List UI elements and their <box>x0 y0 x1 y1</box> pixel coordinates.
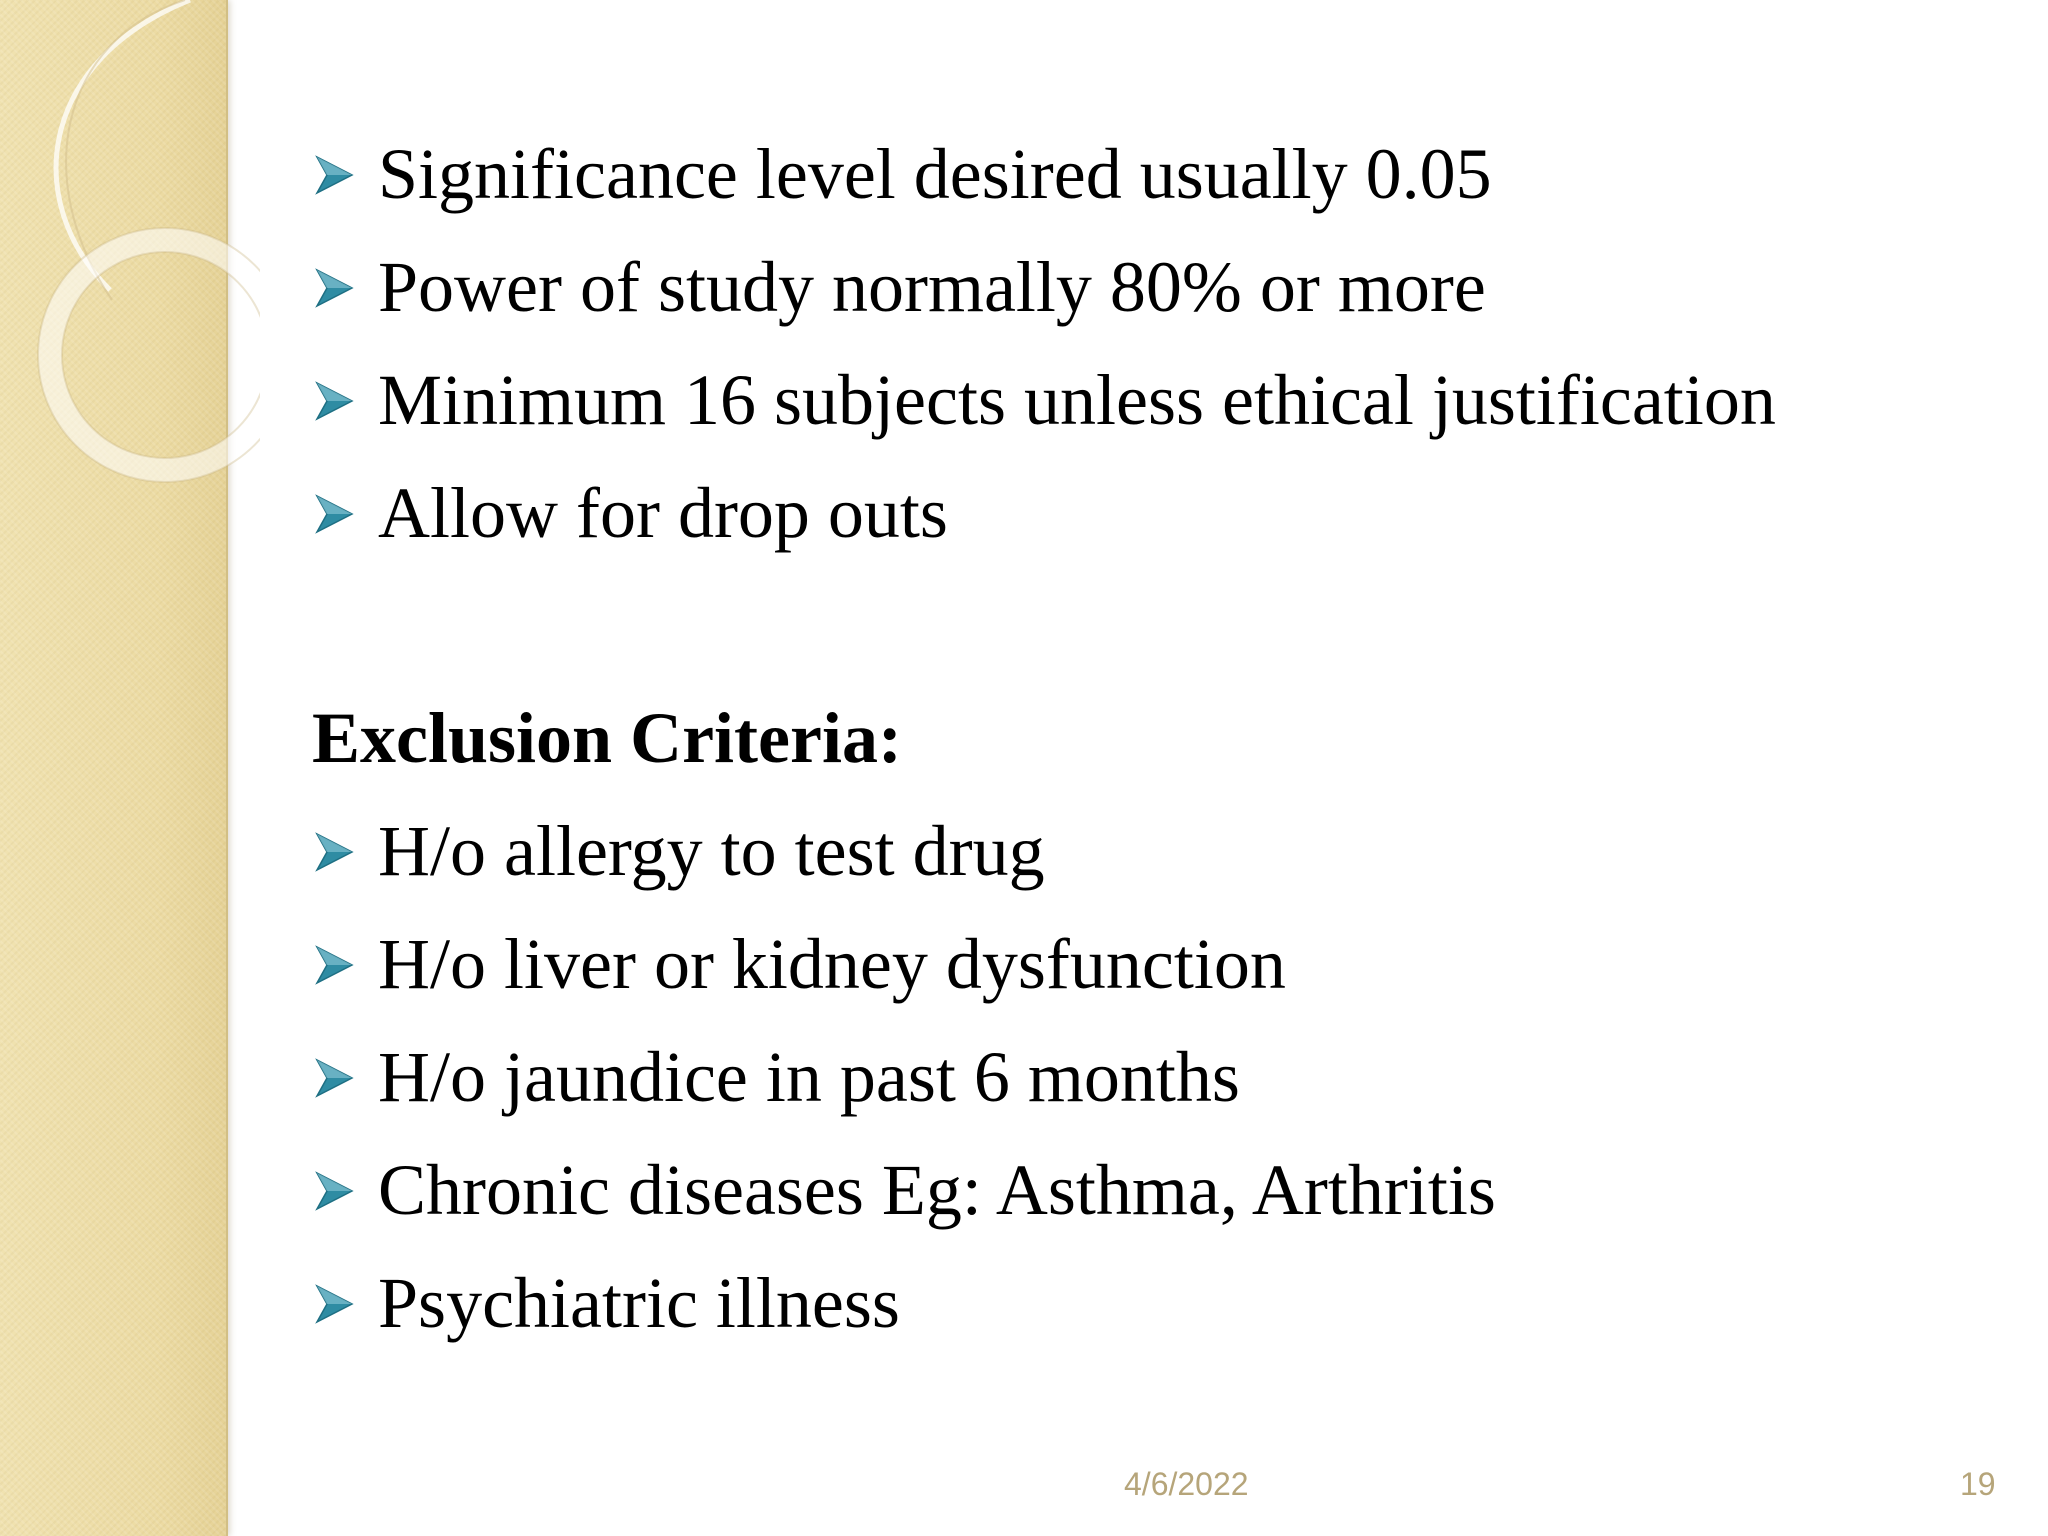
arrow-bullet-icon <box>312 1056 378 1100</box>
arrow-bullet-icon <box>312 379 378 423</box>
bullet-item <box>312 118 2012 231</box>
bullet-text: H/o jaundice in past 6 months <box>378 1037 1240 1117</box>
slide-number: 19 <box>1960 1466 1996 1502</box>
decorative-rings <box>0 0 260 520</box>
bullet-text: H/o allergy to test drug <box>378 811 1045 891</box>
arrow-bullet-icon <box>312 830 378 874</box>
footer-date: 4/6/2022 <box>1124 1466 1249 1502</box>
arrow-bullet-icon <box>312 943 378 987</box>
slide-body <box>312 118 2012 1360</box>
bullet-text: Minimum 16 subjects unless ethical justification <box>378 360 1776 440</box>
bullet-text: Allow for drop outs <box>378 473 948 553</box>
bullet-item <box>312 457 2012 570</box>
bullet-text: H/o liver or kidney dysfunction <box>378 924 1286 1004</box>
arrow-bullet-icon <box>312 1169 378 1213</box>
bullet-item <box>312 795 2012 908</box>
bullet-item <box>312 1247 2012 1360</box>
arrow-bullet-icon <box>312 153 378 197</box>
bullet-text: Psychiatric illness <box>378 1263 900 1343</box>
arrow-bullet-icon <box>312 266 378 310</box>
bullet-item <box>312 231 2012 344</box>
bullet-item <box>312 1021 2012 1134</box>
bullet-item <box>312 344 2012 457</box>
bullet-text: Power of study normally 80% or more <box>378 247 1486 327</box>
section-heading: Exclusion Criteria: <box>312 698 902 778</box>
arrow-bullet-icon <box>312 1282 378 1326</box>
arrow-bullet-icon <box>312 492 378 536</box>
section-spacer <box>312 570 2012 682</box>
bullet-item <box>312 908 2012 1021</box>
bullet-text: Chronic diseases Eg: Asthma, Arthritis <box>378 1150 1496 1230</box>
bullet-text: Significance level desired usually 0.05 <box>378 134 1492 214</box>
bullet-item <box>312 1134 2012 1247</box>
